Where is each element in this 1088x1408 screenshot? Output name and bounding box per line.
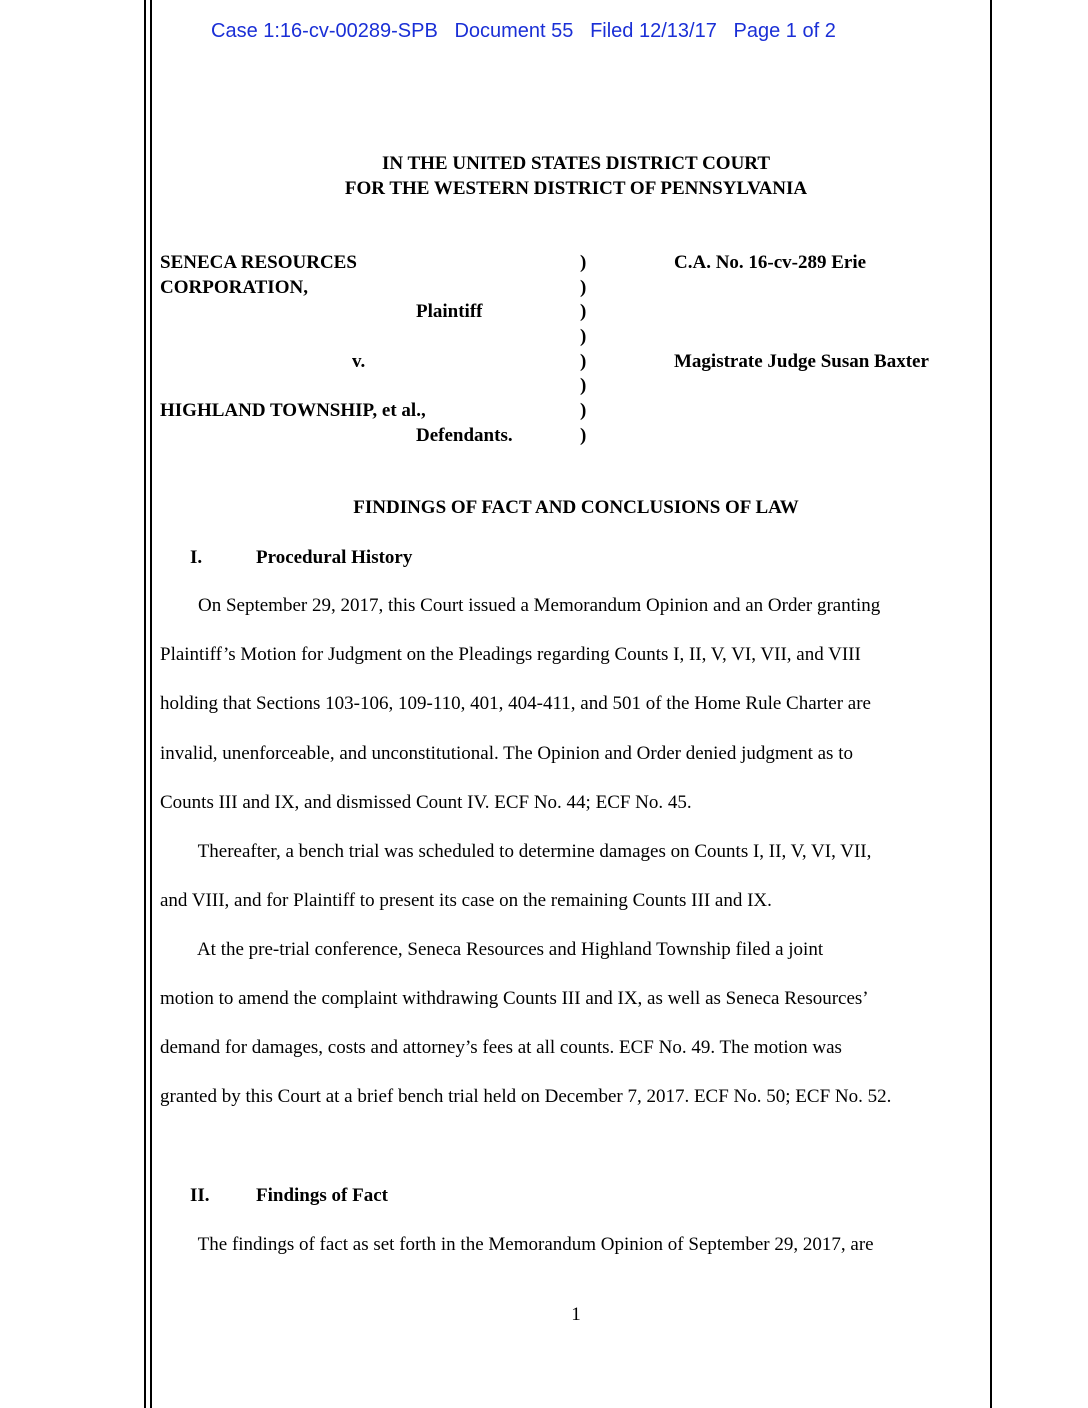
page-number: 1	[571, 1304, 581, 1325]
versus-label: v.	[352, 351, 366, 372]
defendant-name: HIGHLAND TOWNSHIP, et al.,	[160, 400, 426, 421]
court-name-line1: IN THE UNITED STATES DISTRICT COURT	[381, 153, 771, 174]
body-line: Counts III and IX, and dismissed Count IV. ECF No. 44; ECF No. 45.	[160, 792, 692, 813]
left-margin-rule-inner	[150, 0, 152, 1408]
body-line: The findings of fact as set forth in the Memorandum Opinion of September 29, 2017, are	[160, 1234, 874, 1255]
defendant-label: Defendants.	[416, 425, 513, 446]
body-line: and VIII, and for Plaintiff to present its case on the remaining Counts III and IX.	[160, 890, 772, 911]
plaintiff-name-line2: CORPORATION,	[160, 277, 308, 298]
body-line: demand for damages, costs and attorney’s fees at all counts. ECF No. 49. The motion was	[160, 1037, 842, 1058]
plaintiff-name-line1: SENECA RESOURCES	[160, 252, 357, 273]
section-1-numeral: I.	[190, 547, 203, 568]
plaintiff-label: Plaintiff	[416, 301, 483, 322]
caption-paren: )	[580, 425, 587, 446]
body-line: holding that Sections 103-106, 109-110, 401, 404-411, and 501 of the Home Rule Charter are	[160, 693, 871, 714]
court-name-line2: FOR THE WESTERN DISTRICT OF PENNSYLVANIA	[344, 178, 808, 199]
body-line: Thereafter, a bench trial was scheduled to determine damages on Counts I, II, V, VI, VII,	[160, 841, 872, 862]
body-line: invalid, unenforceable, and unconstitutional. The Opinion and Order denied judgment as to	[160, 743, 853, 764]
case-number: C.A. No. 16-cv-289 Erie	[674, 252, 867, 273]
caption-paren: )	[580, 326, 587, 347]
body-line: At the pre-trial conference, Seneca Resources and Highland Township filed a joint	[160, 939, 824, 960]
judge-name: Magistrate Judge Susan Baxter	[674, 351, 929, 372]
body-line: granted by this Court at a brief bench trial held on December 7, 2017. ECF No. 50; ECF No. 52.	[160, 1086, 892, 1107]
right-margin-rule	[990, 0, 992, 1408]
caption-paren: )	[580, 252, 587, 273]
section-2-heading: Findings of Fact	[256, 1185, 388, 1206]
body-line: motion to amend the complaint withdrawing Counts III and IX, as well as Seneca Resources’	[160, 988, 869, 1009]
ecf-header-stamp: Case 1:16-cv-00289-SPB Document 55 Filed 12/13/17 Page 1 of 2	[211, 20, 836, 42]
caption-paren: )	[580, 301, 587, 322]
body-line: Plaintiff’s Motion for Judgment on the Pleadings regarding Counts I, II, V, VI, VII, and VIII	[160, 644, 861, 665]
section-2-numeral: II.	[190, 1185, 210, 1206]
body-line: On September 29, 2017, this Court issued a Memorandum Opinion and an Order granting	[160, 595, 881, 616]
caption-paren: )	[580, 277, 587, 298]
caption-paren: )	[580, 375, 587, 396]
document-title: FINDINGS OF FACT AND CONCLUSIONS OF LAW	[353, 497, 799, 518]
caption-paren: )	[580, 400, 587, 421]
left-margin-rule-outer	[144, 0, 146, 1408]
caption-paren: )	[580, 351, 587, 372]
section-1-heading: Procedural History	[256, 547, 413, 568]
